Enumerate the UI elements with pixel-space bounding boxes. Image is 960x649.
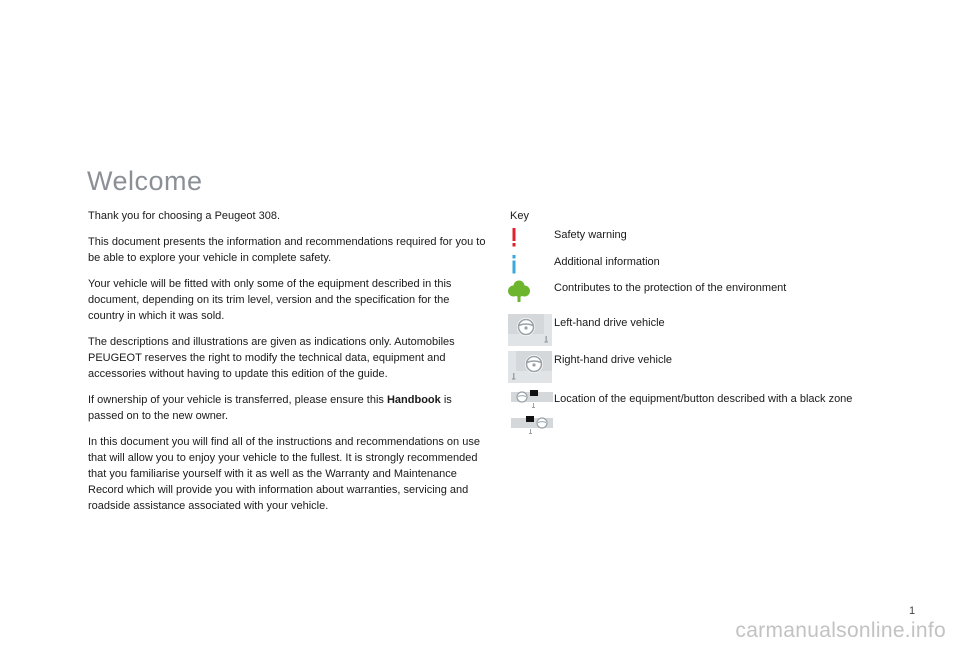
key-item-left-hand-drive <box>507 314 907 344</box>
tree-icon <box>507 279 531 303</box>
intro-paragraph <box>88 392 488 424</box>
intro-paragraph: In this document you will find all of the instructions and recommendations on use that will allow you to enjoy your vehicle to the fullest. It is strongly recommended that you familiarise yourself with it as well as the Warranty and Maintenance Record which will provide you with information about warranties, servicing and roadside assistance associated with your vehicle. <box>88 436 480 512</box>
key-item-environment <box>507 279 907 309</box>
key-item-equipment-location <box>507 390 907 440</box>
key-item-right-hand-drive <box>507 351 907 381</box>
intro-text <box>88 208 488 524</box>
intro-paragraph: This document presents the information and recommendations required for you to be able to explore your vehicle in complete safety. <box>88 236 486 264</box>
intro-paragraph: Thank you for choosing a Peugeot 308. <box>88 210 281 222</box>
handbook-text-bold: Handbook <box>386 394 441 406</box>
page-title: Welcome <box>87 166 203 196</box>
equipment-location-icon <box>511 390 553 410</box>
key-item-label: Right-hand drive vehicle <box>554 354 673 366</box>
handbook-text-before: If ownership of your vehicle is transferred, please ensure this <box>88 394 387 406</box>
key-item-label: Additional information <box>554 256 660 268</box>
exclamation-icon <box>510 228 518 247</box>
key-item-label: Location of the equipment/button described with a black zone <box>554 393 853 405</box>
handbook-text-after: is passed on to the new owner. <box>88 394 452 422</box>
watermark: carmanualsonline.info <box>735 619 946 642</box>
key-item-safety-warning <box>507 226 907 256</box>
key-item-label: Safety warning <box>554 229 627 241</box>
right-hand-drive-icon <box>508 351 552 383</box>
info-icon <box>510 255 518 274</box>
page-number: 1 <box>909 605 916 617</box>
left-hand-drive-icon <box>508 314 552 346</box>
key-title: Key <box>510 210 529 222</box>
key-item-label: Contributes to the protection of the environment <box>554 282 787 294</box>
equipment-location-icon <box>511 416 553 436</box>
key-item-label: Left-hand drive vehicle <box>554 317 665 329</box>
intro-paragraph: The descriptions and illustrations are given as indications only. Automobiles PEUGEOT reserves the right to modify the technical data, equipment and accessories without having to update this edition of the guide. <box>88 336 455 380</box>
intro-paragraph: Your vehicle will be fitted with only some of the equipment described in this document, depending on its trim level, version and the specification for the country in which it was sold. <box>88 278 452 322</box>
